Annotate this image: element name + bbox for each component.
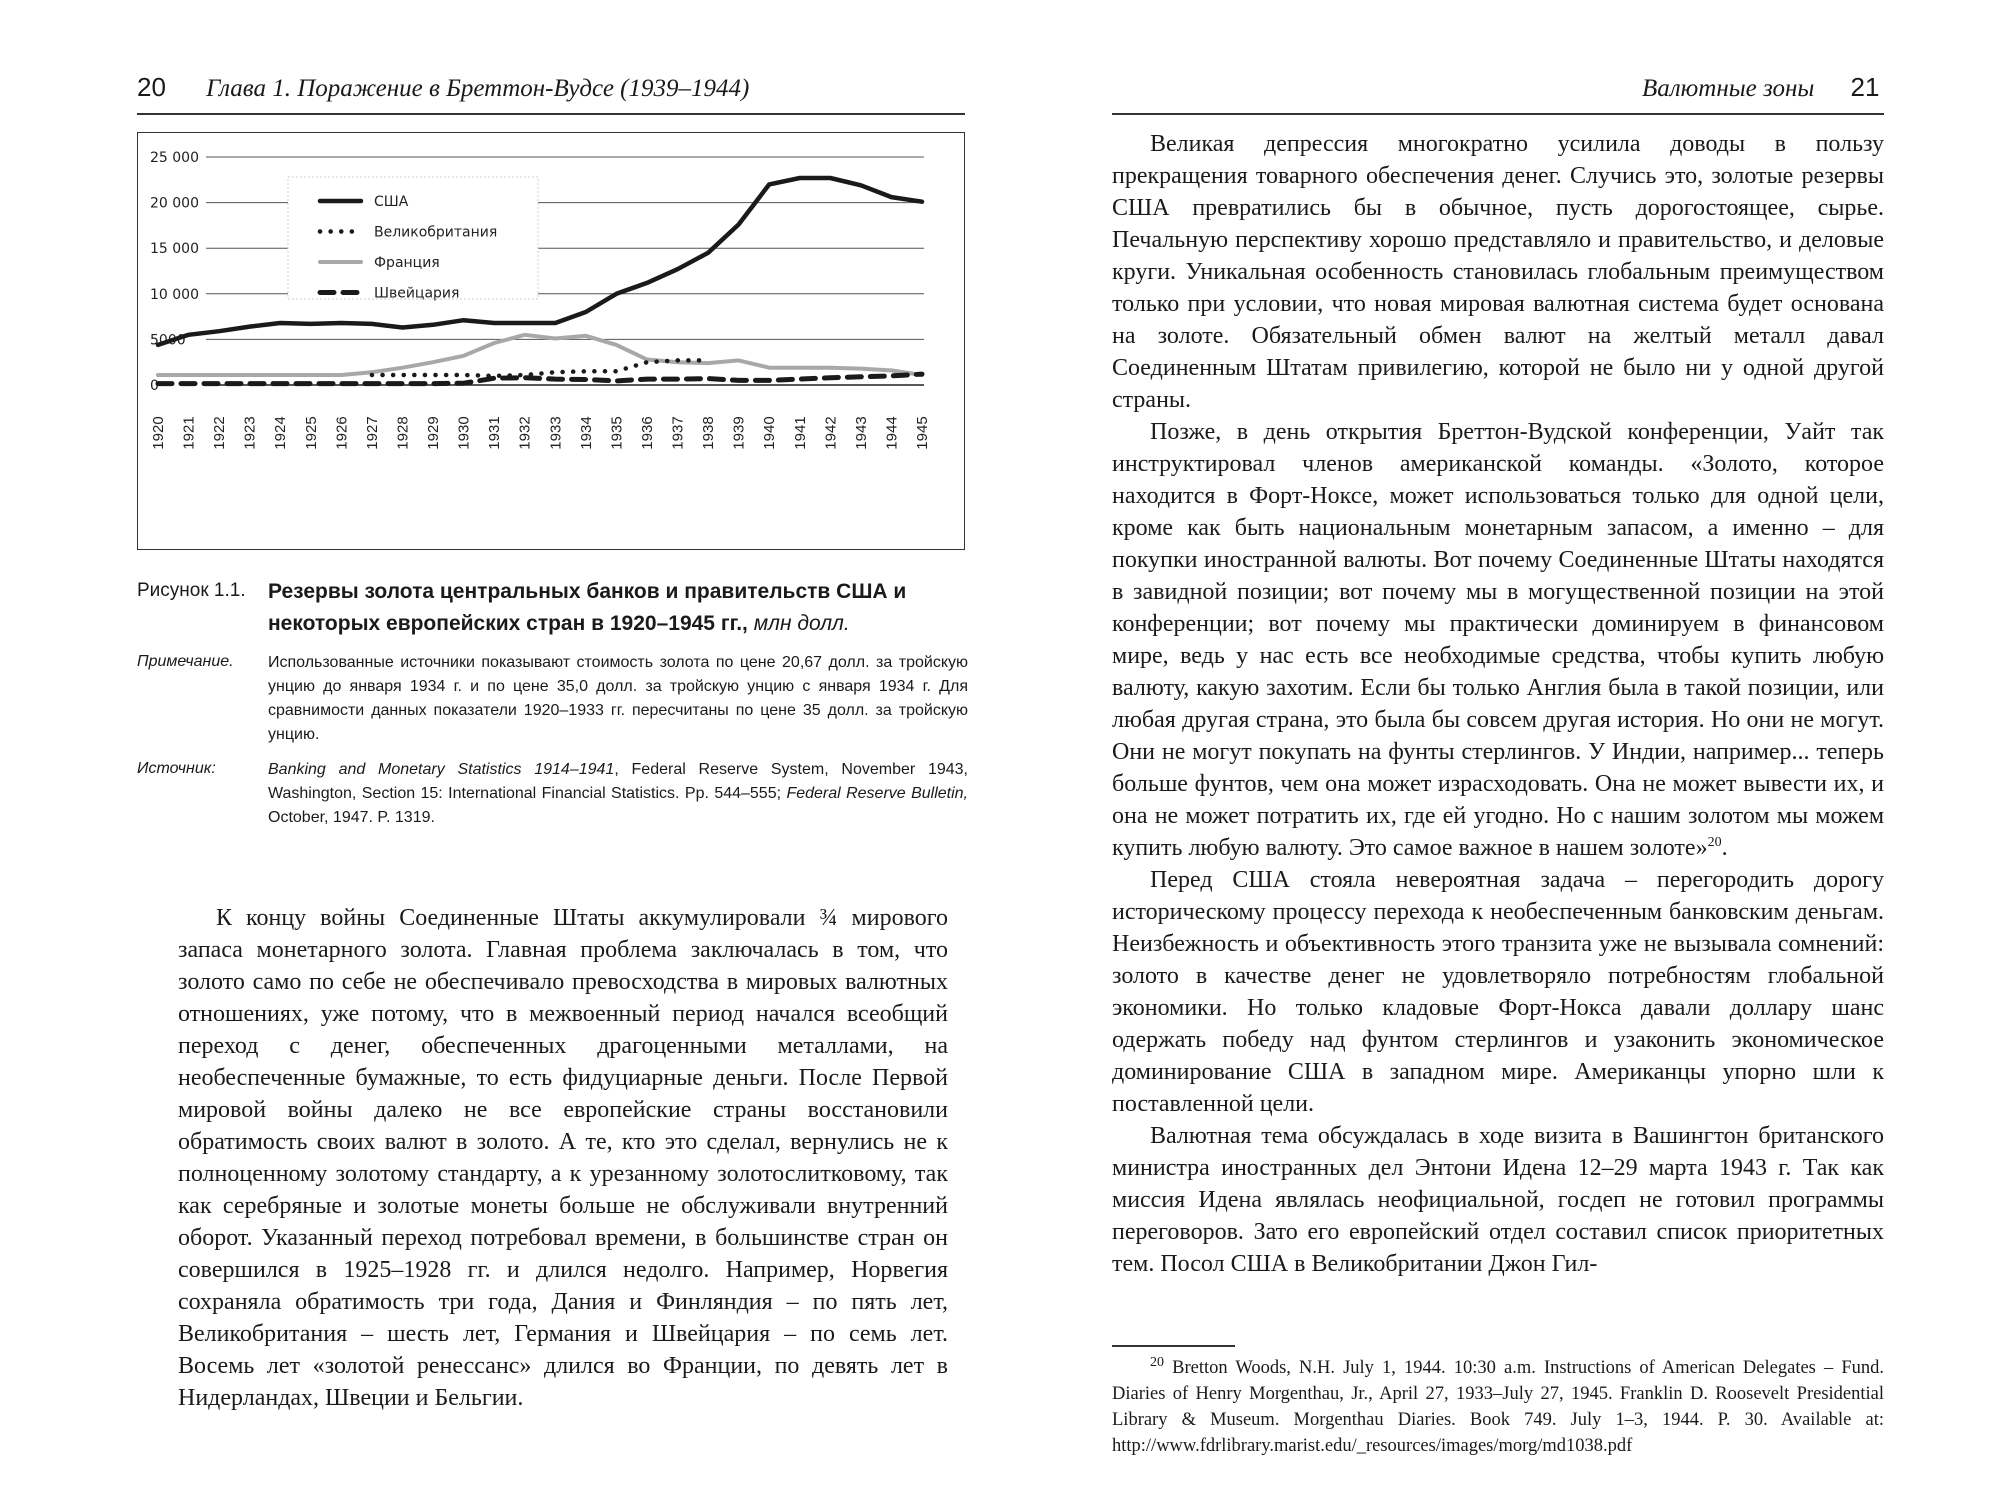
- x-tick-label: 1937: [669, 416, 687, 450]
- x-axis-ticks: [150, 416, 931, 449]
- x-tick-label: 1925: [302, 416, 320, 450]
- running-head-right: [1642, 70, 1879, 106]
- y-tick-label: 15 000: [150, 241, 199, 258]
- gold-reserves-chart: [137, 132, 965, 550]
- x-tick-label: 1929: [425, 416, 443, 450]
- section-title: Валютные зоны: [1642, 75, 1815, 102]
- series-line-france: [158, 335, 922, 375]
- x-tick-label: 1942: [822, 416, 840, 450]
- x-tick-label: 1924: [272, 416, 290, 450]
- x-tick-label: 1926: [333, 416, 351, 450]
- x-tick-label: 1932: [516, 416, 534, 450]
- x-tick-label: 1936: [638, 416, 656, 450]
- right-page: [1000, 0, 2000, 1511]
- header-rule: [1112, 113, 1884, 115]
- right-body-text: [1112, 128, 1884, 1280]
- x-tick-label: 1921: [180, 416, 198, 450]
- footnote-number: 20: [1150, 1354, 1164, 1370]
- series-lines: [158, 178, 922, 384]
- x-tick-label: 1943: [852, 416, 870, 450]
- x-tick-label: 1941: [791, 416, 809, 450]
- page-number: 20: [137, 72, 166, 102]
- x-tick-label: 1939: [730, 416, 748, 450]
- figure-label: Рисунок 1.1.: [137, 580, 246, 601]
- x-tick-label: 1928: [394, 416, 412, 450]
- chapter-title: Глава 1. Поражение в Бреттон-Вудсе (1939–1944): [206, 75, 750, 102]
- x-tick-label: 1935: [608, 416, 626, 450]
- source-title-2: Federal Reserve Bulletin,: [786, 785, 968, 802]
- legend-label-uk: Великобритания: [374, 224, 498, 241]
- source-label: Источник:: [137, 760, 216, 777]
- x-tick-label: 1920: [150, 416, 167, 450]
- y-tick-label: 25 000: [150, 150, 199, 166]
- x-tick-label: 1938: [700, 416, 718, 450]
- x-tick-label: 1922: [211, 416, 229, 450]
- source-text: [268, 758, 968, 830]
- x-tick-label: 1931: [486, 416, 504, 450]
- header-rule: [137, 113, 965, 115]
- x-tick-label: 1940: [761, 416, 779, 450]
- y-tick-label: 5000: [150, 332, 186, 349]
- legend-label-france: Франция: [374, 255, 440, 271]
- figure-title-text: Резервы золота центральных банков и правительств США и некоторых европейских стран в 1920–1945 гг.,: [268, 580, 907, 635]
- x-tick-label: 1934: [577, 416, 595, 450]
- paragraph: Валютная тема обсуждалась в ходе визита в Вашингтон британского министра иностранных дел Энтони Идена 12–29 марта 1943 г. Так как миссия Идена являлась неофициальной, госдеп не готовил программы переговоров. Зато его европейский отдел составил список приоритетных тем. Посол США в Великобритании Джон Гил-: [1112, 1123, 1884, 1277]
- x-tick-label: 1927: [363, 416, 381, 450]
- source-detail-2: October, 1947. P. 1319.: [268, 809, 435, 826]
- chart-legend: [288, 177, 538, 302]
- x-tick-label: 1933: [547, 416, 565, 450]
- figure-unit: млн долл.: [753, 612, 850, 635]
- running-head-left: [137, 70, 749, 106]
- paragraph: Позже, в день открытия Бреттон-Вудской конференции, Уайт так инструктировал членов американской команды. «Золото, которое находится в Форт-Ноксе, может использоваться только для одной цели, кроме как быть национальным монетарным запасом, а именно – для покупки иностранной валюты. Вот почему Соединенные Штаты находятся в завидной позиции; вот почему мы в могущественной позиции на этой конференции; вот почему мы практически доминируем в финансовом мире, ведь у нас есть все необходимые средства, чтобы купить любую валюту, какую захотим. Если бы только Англия была в такой позиции, или любая другая страна, это была бы совсем другая история. Но они не могут. Они не могут покупать на фунты стерлингов. У Индии, например... теперь больше фунтов, чем она может израсходовать. Она не может вывести их, и она не может потратить их, где ей угодно. Но с нашим золотом мы можем купить любую валюту. Это самое важное в нашем золоте»$^{20}$.: [1112, 419, 1884, 861]
- figure-title: [268, 576, 968, 640]
- page-number: 21: [1850, 72, 1880, 102]
- y-tick-label: 20 000: [150, 195, 199, 212]
- left-body-text: [178, 902, 948, 1414]
- legend-label-usa: США: [374, 194, 409, 210]
- legend-label-switzerland: Швейцария: [374, 285, 460, 302]
- y-axis-ticks: [150, 150, 199, 394]
- chart-canvas: [138, 133, 964, 549]
- footnote-text: Bretton Woods, N.H. July 1, 1944. 10:30 a.m. Instructions of American Delegates – Fund. Diaries of Henry Morgenthau, Jr., April 27, 1933–July 27, 1945. Franklin D. Roosevelt Presidential Library & Museum. Morgenthau Diaries. Book 749. July 1–3, 1944. P. 30. Available at: http://www.fdrlibrary.marist.edu/_resources/images/morg/md1038.pdf: [1112, 1358, 1884, 1456]
- footnote-rule: [1112, 1345, 1235, 1347]
- note-label: Примечание.: [137, 653, 234, 670]
- source-detail-1: , Federal Reserve System, November 1943, Washington, Section 15: International Financial Statistics. Pp. 544–555;: [268, 761, 968, 802]
- x-tick-label: 1930: [455, 416, 473, 450]
- footnote: [1112, 1355, 1884, 1459]
- paragraph: Великая депрессия многократно усилила доводы в пользу прекращения товарного обеспечения денег. Случись это, золотые резервы США превратились бы в обычное, пусть дорогостоящее, сырье. Печальную перспективу хорошо представляло и правительство, и деловые круги. Уникальная особенность становилась глобальным преимуществом только при условии, что новая мировая валютная система будет основана на золоте. Обязательный обмен валют на желтый металл давал Соединенным Штатам привилегию, которой не было ни у одной другой страны.: [1112, 131, 1884, 413]
- paragraph: Перед США стояла невероятная задача – перегородить дорогу историческому процессу перехода к необеспеченным банковским деньгам. Неизбежность и объективность этого транзита уже не вызывала сомнений: золото в качестве денег не удовлетворяло потребностям глобальной экономики. Но только кладовые Форт-Нокса давали доллару шанс одержать победу над фунтом стерлингов и узаконить экономическое доминирование США в западном мире. Американцы упорно шли к поставленной цели.: [1112, 867, 1884, 1117]
- y-tick-label: 10 000: [150, 286, 199, 303]
- note-text: Использованные источники показывают стоимость золота по цене 20,67 долл. за тройскую унцию до января 1934 г. и по цене 35,0 долл. за тройскую унцию с января 1934 г. Для сравнимости данных показатели 1920–1933 гг. пересчитаны по цене 35 долл. за тройскую унцию.: [268, 654, 968, 743]
- x-tick-label: 1944: [883, 416, 901, 450]
- x-tick-label: 1923: [241, 416, 259, 450]
- source-title-1: Banking and Monetary Statistics 1914–1941: [268, 761, 615, 778]
- paragraph: К концу войны Соединенные Штаты аккумулировали ¾ мирового запаса монетарного золота. Главная проблема заключалась в том, что золото само по себе не обеспечивало превосходства в мировых валютных отношениях, уже потому, что в межвоенный период начался всеобщий переход с денег, обеспеченных драгоценными металлами, на необеспеченные бумажные, то есть фидуциарные деньги. После Первой мировой войны далеко не все европейские страны восстановили обратимость своих валют в золото. А те, кто это сделал, вернулись не к полноценному золотому стандарту, а к урезанному золотослитковому, так как серебряные и золотые монеты больше не обслуживали внутренний оборот. Указанный переход потребовал времени, в большинстве стран он совершился в 1925–1928 гг. и длился недолго. Например, Норвегия сохраняла обратимость три года, Дания и Финляндия – по пять лет, Великобритания – шесть лет, Германия и Швейцария – по семь лет. Восемь лет «золотой ренессанс» длился во Франции, по девять лет в Нидерландах, Швеции и Бельгии.: [178, 905, 948, 1411]
- quote-text: Позже, в день открытия Бреттон-Вудской конференции, Уайт так инструктировал членов американской команды. «Золото, которое находится в Форт-Ноксе, может использоваться только для одной цели, кроме как быть национальным монетарным запасом, а именно – для покупки иностранной валюты. Вот почему Соединенные Штаты находятся в завидной позиции; вот почему мы в могущественной позиции на этой конференции; вот почему мы практически доминируем в финансовом мире, ведь у нас есть все необходимые средства, чтобы купить любую валюту, какую захотим. Если бы только Англия была в такой позиции, или любая другая страна, это была бы совсем другая история. Но они не могут. Они не могут покупать на фунты стерлингов. У Индии, например... теперь больше фунтов, чем она может израсходовать. Она не может вывести их, и она не может потратить их, где ей угодно. Но с нашим золотом мы можем купить любую валюту. Это самое важное в нашем золоте»: [1112, 419, 1884, 861]
- y-tick-label: 0: [150, 378, 159, 394]
- x-tick-label: 1945: [914, 416, 931, 450]
- footnote-ref[interactable]: 20: [1707, 835, 1722, 850]
